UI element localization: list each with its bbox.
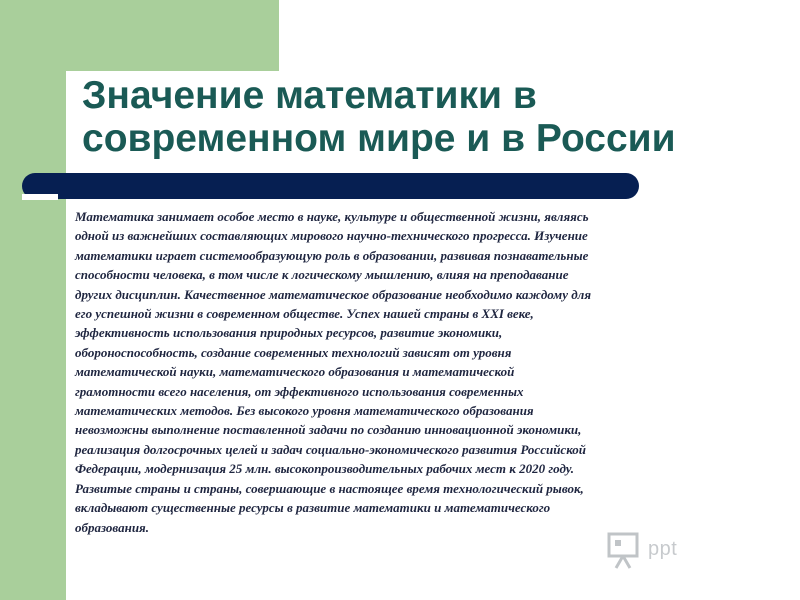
watermark [606, 530, 766, 570]
body-line: математики играет системообразующую роль в образовании, развивая познавательные [75, 247, 589, 263]
slide-title-line-2: современном мире и в России [82, 117, 676, 160]
body-line: Федерации, модернизация 25 млн. высокопроизводительных рабочих мест к 2020 году. [75, 461, 574, 477]
body-line: Математика занимает особое место в науке, культуре и общественной жизни, являясь [75, 209, 589, 224]
body-line: других дисциплин. Качественное математическое образование необходимо каждому для [75, 286, 592, 302]
slide-title-line-1: Значение математики в [82, 74, 537, 117]
body-line: вкладывают существенные ресурсы в развитие математики и математического [75, 500, 551, 516]
body-line: образования. [75, 519, 150, 535]
bar-notch [22, 194, 58, 200]
body-line: математической науки, математического образования и математической [75, 364, 515, 380]
slide-title [82, 74, 782, 160]
green-side-panel [0, 0, 66, 600]
body-line: математических методов. Без высокого уровня математического образования [75, 403, 534, 419]
body-line: реализация долгосрочных целей и задач социально-экономического развития Российской [75, 441, 587, 457]
body-line: невозможны выполнение поставленной задачи по созданию инновационной экономики, [75, 422, 582, 438]
body-line: способности человека, в том числе к логическому мышлению, влияя на преподавание [75, 267, 569, 283]
body-line: Развитые страны и страны, совершающие в настоящее время технологический рывок, [75, 480, 584, 496]
body-line: обороноспособность, создание современных технологий зависят от уровня [75, 344, 512, 360]
body-line: одной из важнейших составляющих мирового научно-технического прогресса. Изучение [75, 228, 588, 244]
body-line: его успешной жизни в современном обществе. Успех нашей страны в XXI веке, [75, 306, 534, 322]
green-top-block [0, 0, 279, 71]
presentation-screen-icon [606, 530, 644, 570]
slide-body-text [75, 207, 787, 537]
watermark-text: ppt [648, 538, 678, 560]
title-underline-bar [22, 173, 639, 199]
body-line: эффективность использования природных ресурсов, развитие экономики, [75, 325, 503, 341]
body-line: грамотности всего населения, от эффективного использования современных [75, 383, 524, 399]
